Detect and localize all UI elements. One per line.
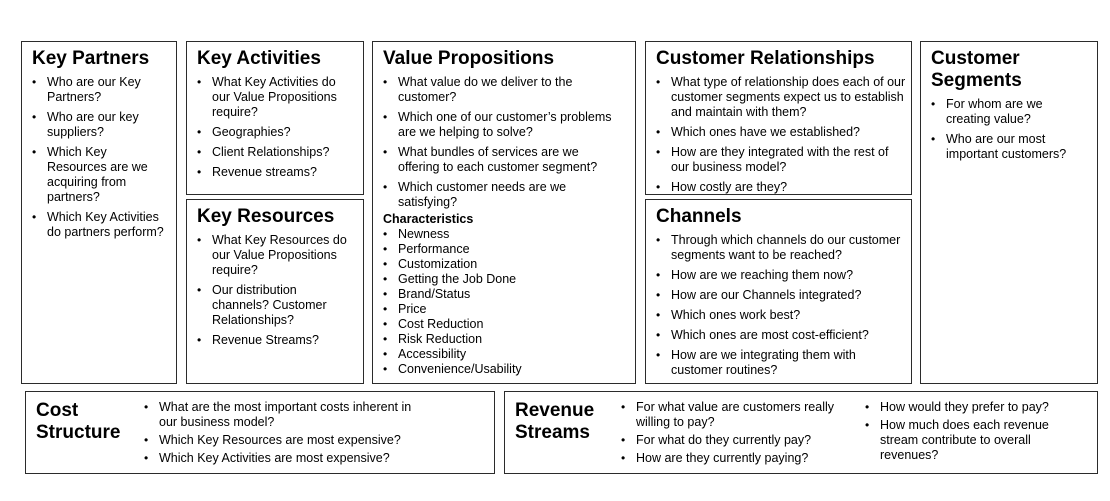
list-item: • Which Key Activities do partners perform? bbox=[32, 210, 164, 240]
characteristics-heading: Characteristics bbox=[383, 212, 474, 226]
list-item: • Revenue Streams? bbox=[197, 333, 357, 348]
cost-structure-list bbox=[144, 400, 414, 469]
list-item: • What type of relationship does each of our customer segments expect us to establish and maintain with them? bbox=[656, 75, 906, 120]
list-item: • How are we integrating them with customer routines? bbox=[656, 348, 906, 378]
characteristics-list bbox=[383, 227, 623, 377]
customer-segments-list bbox=[931, 97, 1081, 167]
revenue-streams-list-right bbox=[865, 400, 1065, 466]
list-item: • How much does each revenue stream contribute to overall revenues? bbox=[865, 418, 1065, 463]
list-item: • What value do we deliver to the customer? bbox=[383, 75, 623, 105]
list-item: • What Key Activities do our Value Propositions require? bbox=[197, 75, 357, 120]
list-item: • How are they currently paying? bbox=[621, 451, 849, 466]
list-item: • Geographies? bbox=[197, 125, 357, 140]
list-item: • Who are our key suppliers? bbox=[32, 110, 164, 140]
revenue-streams-list-left bbox=[621, 400, 849, 469]
channels-box bbox=[645, 199, 912, 384]
list-item: • Price bbox=[383, 302, 623, 317]
list-item: • For whom are we creating value? bbox=[931, 97, 1081, 127]
cost-structure-box bbox=[25, 391, 495, 474]
list-item: • For what do they currently pay? bbox=[621, 433, 849, 448]
key-activities-title: Key Activities bbox=[197, 48, 321, 69]
key-resources-title: Key Resources bbox=[197, 206, 335, 227]
list-item: • Our distribution channels? Customer Relationships? bbox=[197, 283, 357, 328]
list-item: • Which Key Activities are most expensive? bbox=[144, 451, 414, 466]
list-item: • Customization bbox=[383, 257, 623, 272]
customer-relationships-title: Customer Relationships bbox=[656, 48, 875, 69]
list-item: • Cost Reduction bbox=[383, 317, 623, 332]
list-item: • Which ones are most cost-efficient? bbox=[656, 328, 906, 343]
list-item: • Through which channels do our customer segments want to be reached? bbox=[656, 233, 906, 263]
key-resources-box bbox=[186, 199, 364, 384]
key-partners-title: Key Partners bbox=[32, 48, 150, 69]
customer-segments-title: Customer Segments bbox=[931, 48, 1022, 91]
key-activities-box bbox=[186, 41, 364, 195]
list-item: • Client Relationships? bbox=[197, 145, 357, 160]
list-item: • Which Key Resources are most expensive? bbox=[144, 433, 414, 448]
channels-list bbox=[656, 233, 906, 383]
list-item: • What are the most important costs inherent in our business model? bbox=[144, 400, 414, 430]
value-propositions-list bbox=[383, 75, 623, 215]
list-item: • Getting the Job Done bbox=[383, 272, 623, 287]
key-partners-list bbox=[32, 75, 164, 245]
channels-title: Channels bbox=[656, 206, 742, 227]
value-propositions-title: Value Propositions bbox=[383, 48, 555, 69]
list-item: • Which ones work best? bbox=[656, 308, 906, 323]
list-item: • For what value are customers really willing to pay? bbox=[621, 400, 849, 430]
list-item: • Which one of our customer’s problems are we helping to solve? bbox=[383, 110, 623, 140]
list-item: • How are they integrated with the rest of our business model? bbox=[656, 145, 906, 175]
list-item: • Performance bbox=[383, 242, 623, 257]
list-item: • How are we reaching them now? bbox=[656, 268, 906, 283]
customer-relationships-box bbox=[645, 41, 912, 195]
list-item: • Newness bbox=[383, 227, 623, 242]
list-item: • Brand/Status bbox=[383, 287, 623, 302]
revenue-streams-box bbox=[504, 391, 1098, 474]
list-item: • Accessibility bbox=[383, 347, 623, 362]
key-activities-list bbox=[197, 75, 357, 185]
list-item: • How costly are they? bbox=[656, 180, 906, 195]
list-item: • Risk Reduction bbox=[383, 332, 623, 347]
revenue-streams-title: Revenue Streams bbox=[515, 400, 595, 443]
key-partners-box bbox=[21, 41, 177, 384]
key-resources-list bbox=[197, 233, 357, 353]
cost-structure-title: Cost Structure bbox=[36, 400, 121, 443]
value-propositions-box bbox=[372, 41, 636, 384]
customer-relationships-list bbox=[656, 75, 906, 200]
list-item: • Convenience/Usability bbox=[383, 362, 623, 377]
list-item: • How would they prefer to pay? bbox=[865, 400, 1065, 415]
list-item: • Who are our Key Partners? bbox=[32, 75, 164, 105]
list-item: • What bundles of services are we offering to each customer segment? bbox=[383, 145, 623, 175]
list-item: • Revenue streams? bbox=[197, 165, 357, 180]
list-item: • What Key Resources do our Value Propositions require? bbox=[197, 233, 357, 278]
customer-segments-box bbox=[920, 41, 1098, 384]
list-item: • Which customer needs are we satisfying? bbox=[383, 180, 623, 210]
list-item: • How are our Channels integrated? bbox=[656, 288, 906, 303]
list-item: • Which Key Resources are we acquiring from partners? bbox=[32, 145, 164, 205]
list-item: • Who are our most important customers? bbox=[931, 132, 1081, 162]
list-item: • Which ones have we established? bbox=[656, 125, 906, 140]
